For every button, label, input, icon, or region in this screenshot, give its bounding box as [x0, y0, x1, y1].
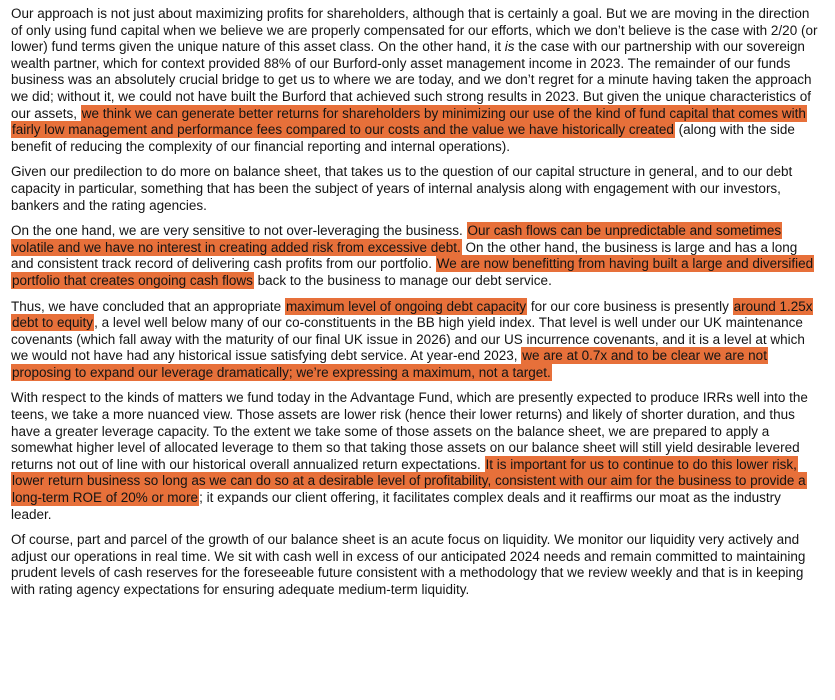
- highlighted-text-run: maximum level of ongoing debt capacity: [285, 298, 527, 314]
- highlighted-text-run: we are at 0.7x and to be clear we are not proposing to expand our leverage dramatically; we’re expressing a maximum, not a target.: [12, 348, 767, 380]
- text-run: On the one hand, we are very sensitive to not over-leveraging the business.: [11, 223, 467, 239]
- paragraph: [11, 164, 823, 214]
- text-run: the case with our partnership with our sovereign wealth partner, which for context provided 88% of our Burford-only asset management income in 2023. The remainder of our funds business was an absolutely crucial bridge to get us to where we are today, and we don’t regret for a minute having taken the approach we did; without it, we could not have built the Burford that achieved such strong results in 2023. But given the unique characteristics of our assets,: [11, 39, 812, 121]
- text-run: is: [504, 39, 515, 55]
- highlighted-text-run: It is important for us to continue to do this lower risk, lower return business so long as we can do so at a desirable level of profitability, consistent with our aim for the business to provide a long-term ROE of 20% or more: [12, 456, 806, 506]
- paragraph: [11, 299, 823, 382]
- text-run: back to the business to manage our debt service.: [253, 272, 552, 288]
- paragraph: [11, 223, 823, 289]
- text-run: (along with the side benefit of reducing the complexity of our financial reporting and internal operations).: [11, 122, 795, 154]
- text-run: Our approach is not just about maximizing profits for shareholders, although that is certainly a goal. But we are moving in the direction of only using fund capital when we believe we are properly compensated for our efforts, which we don’t believe is the case with 2/20 (or lower) fund terms given the unique nature of this asset class. On the other hand, it: [11, 6, 818, 55]
- text-run: On the other hand, the business is large and has a long and consistent track record of delivering cash profits from our portfolio.: [11, 239, 798, 272]
- paragraph: [11, 6, 823, 155]
- paragraph: [11, 532, 823, 598]
- text-run: ; it expands our client offering, it facilitates complex deals and it reaffirms our moat as the industry leader.: [11, 490, 781, 522]
- text-run: , a level well below many of our co-constituents in the BB high yield index. That level is well under our UK maintenance covenants (which fall away with the maturity of our final UK issue in 2026) and our US incurrence covenants, and it is a level at which we would not have had any historical issue satisfying debt service. At year-end 2023,: [11, 315, 805, 364]
- highlighted-text-run: around 1.25x debt to equity: [12, 298, 813, 331]
- text-run: Thus, we have concluded that an appropriate: [11, 298, 285, 314]
- text-run: With respect to the kinds of matters we fund today in the Advantage Fund, which are presently expected to produce IRRs well into the teens, we take a more nuanced view. Those assets are lower risk (hence their lower returns) and likely of shorter duration, and thus have a greater leverage capacity. To the extent we take some of those assets on the balance sheet, we are prepared to apply a somewhat higher level of allocated leverage to them so that taking those assets on our balance sheet will still yield desirable levered returns not out of line with our historical overall annualized return expectations.: [11, 390, 808, 472]
- text-run: Of course, part and parcel of the growth of our balance sheet is an acute focus on liquidity. We monitor our liquidity very actively and adjust our operations in real time. We sit with cash well in excess of our anticipated 2024 needs and remain committed to maintaining prudent levels of cash reserves for the foreseeable future consistent with a methodology that we review weekly and that is in keeping with rating agency expectations for ensuring adequate medium-term liquidity.: [11, 532, 806, 597]
- paragraph: [11, 390, 823, 523]
- highlighted-text-run: We are now benefitting from having built a large and diversified portfolio that creates ongoing cash flows: [12, 256, 814, 288]
- document-body: [11, 6, 823, 599]
- highlighted-text-run: Our cash flows can be unpredictable and sometimes volatile and we have no interest in creating added risk from excessive debt.: [12, 223, 782, 255]
- highlighted-text-run: we think we can generate better returns for shareholders by minimizing our use of the kind of fund capital that comes with fairly low management and performance fees compared to our costs and the value we have historically created: [12, 105, 806, 138]
- text-run: Given our predilection to do more on balance sheet, that takes us to the question of our capital structure in general, and to our debt capacity in particular, something that has been the subject of years of internal analysis along with engagement with our investors, bankers and the rating agencies.: [11, 164, 793, 213]
- text-run: for our core business is presently: [527, 298, 733, 314]
